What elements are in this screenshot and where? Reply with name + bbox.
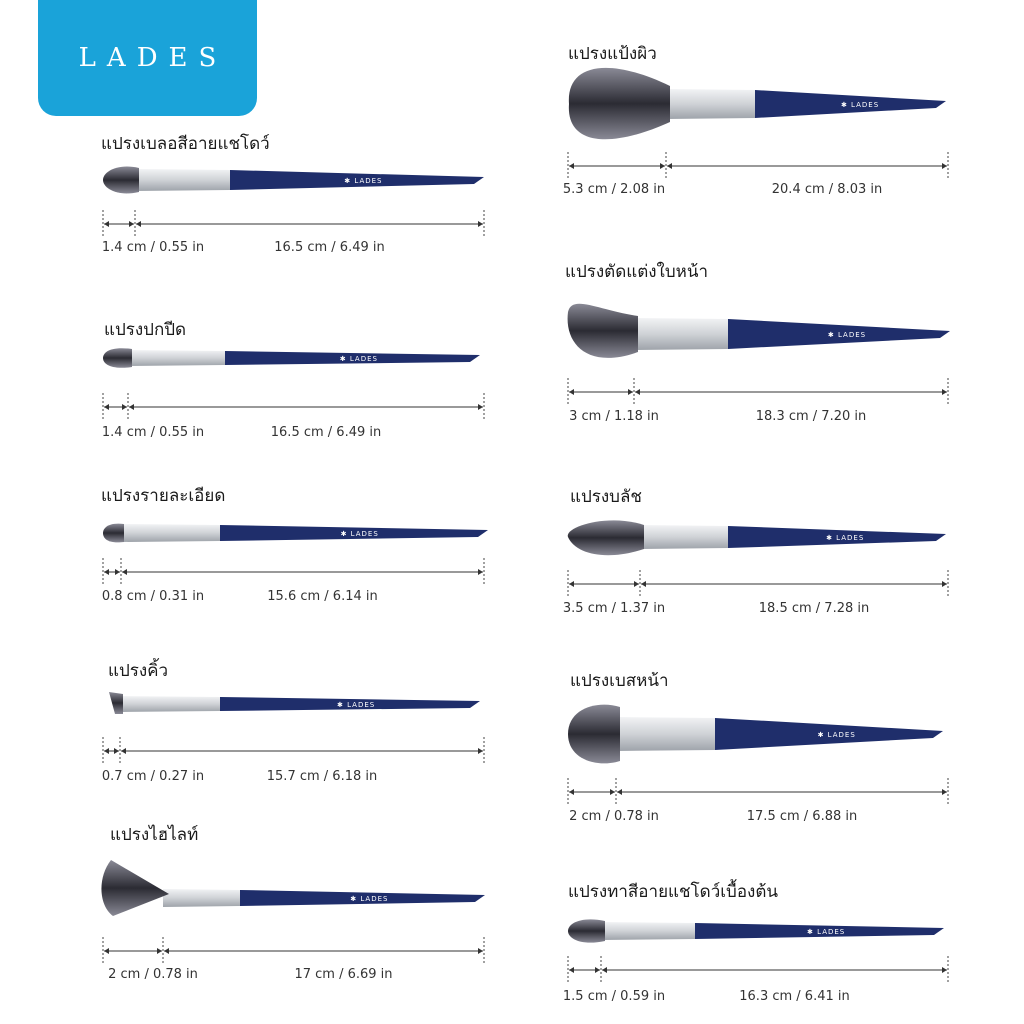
body-length-arrow [641, 581, 947, 587]
handle-logo: ✱ LADES [340, 530, 379, 538]
body-length-label: 18.3 cm / 7.20 in [755, 409, 867, 424]
head-length-label: 3.5 cm / 1.37 in [562, 601, 666, 616]
head-length-arrow [104, 221, 134, 227]
brush-illustration [558, 54, 978, 154]
handle-logo: ✱ LADES [337, 701, 376, 709]
body-length-arrow [164, 948, 483, 954]
head-length-arrow [569, 581, 639, 587]
brush-ferrule [135, 169, 230, 191]
brush-ferrule [120, 696, 220, 712]
body-length-label: 20.4 cm / 8.03 in [771, 182, 883, 197]
brush-bristles [103, 524, 124, 543]
brand-logo [38, 0, 257, 116]
dimension-lines [98, 936, 498, 966]
body-length-label: 15.7 cm / 6.18 in [266, 769, 378, 784]
head-length-arrow [104, 569, 120, 575]
body-length-arrow [635, 389, 947, 395]
brush-bristles [109, 692, 123, 714]
brush-bristles [103, 167, 139, 194]
handle-logo: ✱ LADES [807, 928, 846, 936]
body-length-arrow [129, 404, 483, 410]
handle-logo: ✱ LADES [339, 355, 378, 363]
body-length-label: 17.5 cm / 6.88 in [746, 809, 858, 824]
head-length-arrow [104, 404, 127, 410]
head-length-label: 1.5 cm / 0.59 in [562, 989, 666, 1004]
brush-ferrule [616, 717, 715, 751]
head-length-label: 1.4 cm / 0.55 in [101, 425, 205, 440]
dimension-lines [98, 392, 498, 422]
brush-bristles [568, 520, 644, 555]
dimension-lines [563, 377, 963, 407]
brush-title: แปรงคิ้ว [108, 661, 169, 681]
head-length-label: 0.8 cm / 0.31 in [101, 589, 205, 604]
brush-title: แปรงเบลอสีอายแชโดว์ [101, 134, 270, 154]
head-length-label: 0.7 cm / 0.27 in [101, 769, 205, 784]
body-length-arrow [617, 789, 947, 795]
brush-title: แปรงรายละเอียด [101, 486, 226, 506]
brush-title: แปรงไฮไลท์ [110, 825, 199, 845]
brush-bristles [568, 919, 605, 942]
brush-bristles [103, 348, 132, 368]
brush-title: แปรงแป้งผิว [568, 44, 657, 64]
head-length-label: 2 cm / 0.78 in [108, 967, 198, 982]
brush-title: แปรงปกปีด [104, 320, 187, 340]
body-length-arrow [122, 569, 483, 575]
handle-logo: ✱ LADES [350, 895, 389, 903]
brush-bristles [101, 860, 169, 916]
brush-title: แปรงเบสหน้า [570, 671, 669, 691]
body-length-label: 16.5 cm / 6.49 in [274, 240, 385, 255]
dimension-lines [563, 777, 963, 807]
brush-title: แปรงตัดแต่งใบหน้า [565, 262, 709, 282]
brush-illustration [558, 684, 978, 784]
head-length-label: 3 cm / 1.18 in [569, 409, 659, 424]
body-length-arrow [136, 221, 483, 227]
handle-logo: ✱ LADES [827, 331, 867, 339]
body-length-arrow [602, 967, 947, 973]
dimension-lines [98, 557, 498, 587]
handle-logo: ✱ LADES [817, 731, 856, 739]
head-length-label: 1.4 cm / 0.55 in [101, 240, 205, 255]
brush-ferrule [666, 89, 755, 119]
handle-logo: ✱ LADES [840, 101, 880, 109]
brush-bristles [569, 68, 670, 139]
brush-illustration [93, 848, 513, 948]
brand-logo-text: LADES [78, 43, 228, 73]
dimension-lines [98, 736, 498, 766]
body-length-label: 18.5 cm / 7.28 in [758, 601, 870, 616]
body-length-arrow [667, 163, 947, 169]
head-length-arrow [569, 389, 633, 395]
brush-bristles [568, 705, 620, 764]
handle-logo: ✱ LADES [826, 534, 865, 542]
dimension-lines [98, 209, 498, 239]
head-length-arrow [104, 748, 119, 754]
brush-illustration [558, 284, 978, 384]
body-length-label: 17 cm / 6.69 in [294, 967, 393, 982]
dimension-lines [563, 955, 963, 985]
body-length-label: 16.3 cm / 6.41 in [739, 989, 850, 1004]
brush-ferrule [640, 525, 728, 549]
brush-bristles [568, 304, 638, 358]
brush-ferrule [121, 524, 220, 542]
dimension-lines [563, 569, 963, 599]
head-length-arrow [569, 967, 600, 973]
head-length-arrow [569, 789, 615, 795]
handle-logo: ✱ LADES [344, 177, 383, 185]
body-length-label: 15.6 cm / 6.14 in [267, 589, 378, 604]
brush-title: แปรงบลัช [570, 487, 642, 507]
brush-title: แปรงทาสีอายแชโดว์เบื้องต้น [568, 882, 779, 902]
body-length-label: 16.5 cm / 6.49 in [270, 425, 382, 440]
brush-ferrule [634, 318, 728, 350]
head-length-label: 5.3 cm / 2.08 in [562, 182, 666, 197]
head-length-label: 2 cm / 0.78 in [569, 809, 659, 824]
head-length-arrow [569, 163, 665, 169]
brush-ferrule [128, 350, 225, 366]
brush-ferrule [163, 889, 240, 907]
dimension-lines [563, 151, 963, 181]
head-length-arrow [104, 948, 162, 954]
brush-ferrule [601, 922, 695, 940]
body-length-arrow [121, 748, 483, 754]
